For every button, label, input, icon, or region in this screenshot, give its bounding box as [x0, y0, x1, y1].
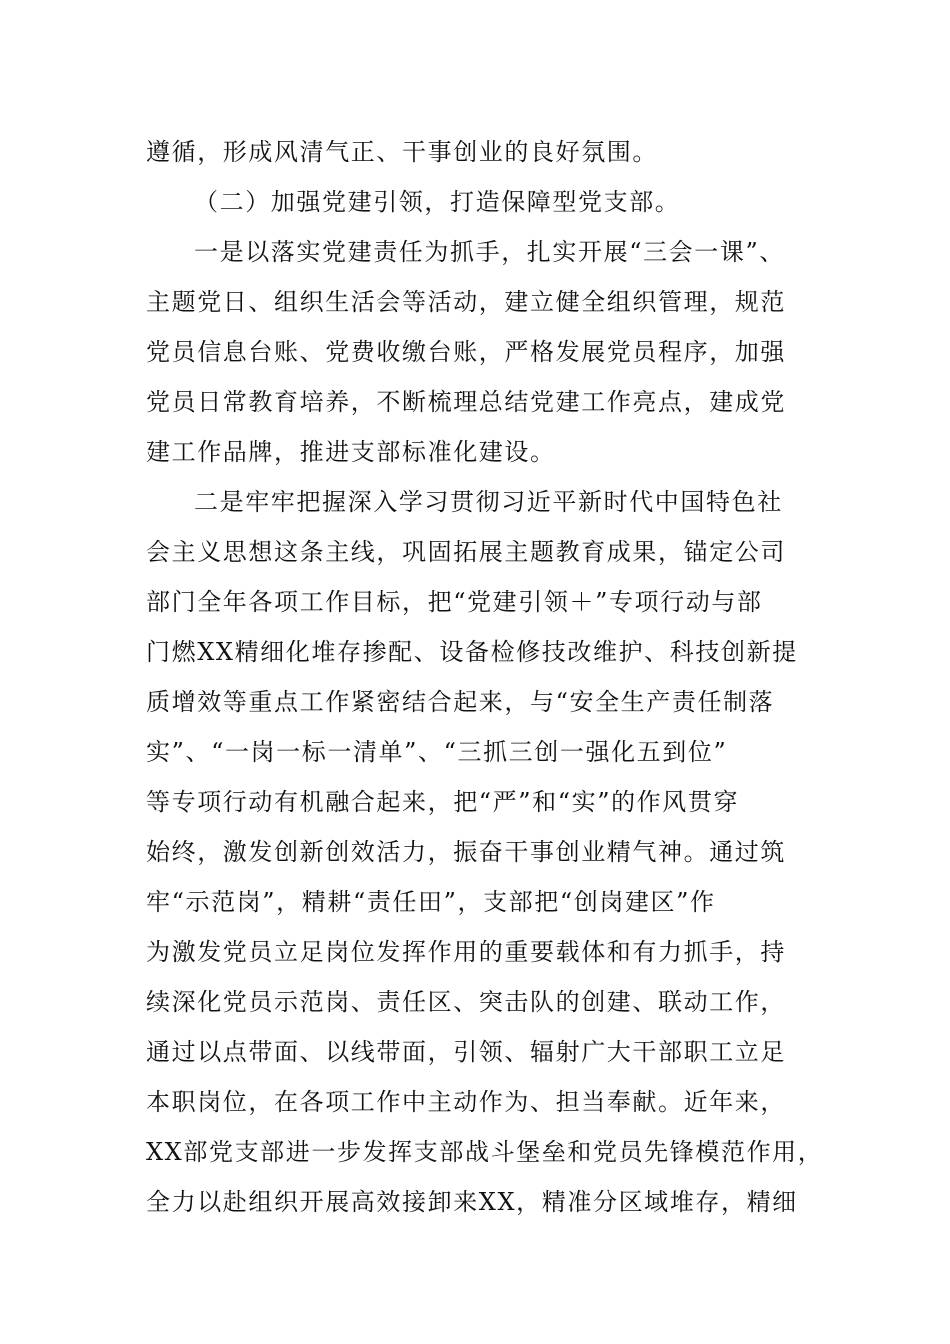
text-line: 会主义思想这条主线，巩固拓展主题教育成果，锚定公司 — [146, 538, 786, 566]
text-line: 建工作品牌，推进支部标准化建设。 — [146, 438, 556, 466]
text-line: 遵循，形成风清气正、干事创业的良好氛围。 — [146, 138, 658, 166]
text-line: 全力以赴组织开展高效接卸来XX，精准分区域堆存，精细 — [146, 1188, 798, 1216]
text-line: 质增效等重点工作紧密结合起来，与“安全生产责任制落 — [146, 688, 775, 716]
text-line: 等专项行动有机融合起来，把“严”和“实”的作风贯穿 — [146, 788, 740, 816]
text-line: 本职岗位，在各项工作中主动作为、担当奉献。近年来， — [146, 1088, 786, 1116]
text-line: 党员日常教育培养，不断梳理总结党建工作亮点，建成党 — [146, 388, 786, 416]
text-line: 牢“示范岗”，精耕“责任田”，支部把“创岗建区”作 — [146, 888, 716, 916]
text-line: 党员信息台账、党费收缴台账，严格发展党员程序，加强 — [146, 338, 786, 366]
text-line: 二是牢牢把握深入学习贯彻习近平新时代中国特色社 — [194, 488, 783, 516]
text-line: 通过以点带面、以线带面，引领、辐射广大干部职工立足 — [146, 1038, 786, 1066]
section-heading: （二）加强党建引领，打造保障型党支部。 — [194, 188, 681, 216]
text-line: 一是以落实党建责任为抓手，扎实开展“三会一课”、 — [194, 238, 785, 266]
text-line: 部门全年各项工作目标，把“党建引领＋”专项行动与部 — [146, 588, 763, 616]
text-line: XX部党支部进一步发挥支部战斗堡垒和党员先锋模范作用， — [146, 1138, 824, 1166]
text-line: 门燃XX精细化堆存掺配、设备检修技改维护、科技创新提 — [146, 638, 798, 666]
text-line: 为激发党员立足岗位发挥作用的重要载体和有力抓手，持 — [146, 938, 786, 966]
text-line: 始终，激发创新创效活力，振奋干事创业精气神。通过筑 — [146, 838, 786, 866]
text-line: 主题党日、组织生活会等活动，建立健全组织管理，规范 — [146, 288, 786, 316]
text-line: 续深化党员示范岗、责任区、突击队的创建、联动工作， — [146, 988, 786, 1016]
text-line: 实”、“一岗一标一清单”、“三抓三创一强化五到位” — [146, 738, 728, 766]
